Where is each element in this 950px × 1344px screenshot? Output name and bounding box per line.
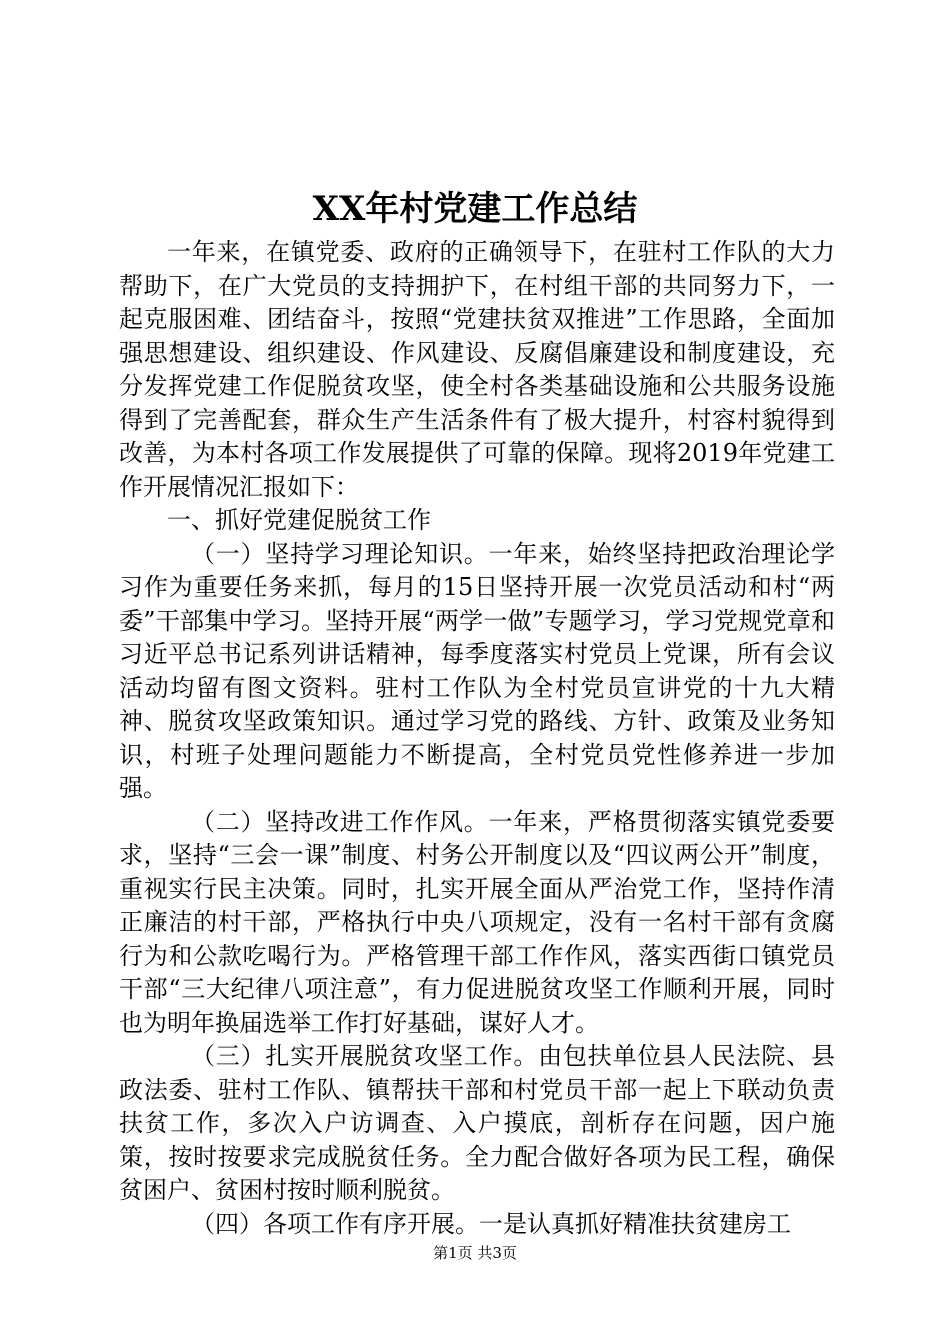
paragraph-intro: 一年来，在镇党委、政府的正确领导下，在驻村工作队的大力帮助下，在广大党员的支持拥护下，在村组干部的共同努力下，一起克服困难、团结奋斗，按照“党建扶贫双推进”工作思路，全面加强思想建设、组织建设、作风建设、反腐倡廉建设和制度建设，充分发挥党建工作促脱贫攻坚，使全村各类基础设施和公共服务设施得到了完善配套，群众生产生活条件有了极大提升，村容村貌得到改善，为本村各项工作发展提供了可靠的保障。现将2019年党建工作开展情况汇报如下： (119, 238, 835, 501)
paragraph-item-4: （四）各项工作有序开展。一是认真抓好精准扶贫建房工 (191, 1209, 791, 1238)
document-body (119, 236, 835, 1241)
paragraph-item-3: （三）扎实开展脱贫攻坚工作。由包扶单位县人民法院、县政法委、驻村工作队、镇帮扶干部和村党员干部一起上下联动负责扶贫工作，多次入户访调查、入户摸底，剖析存在问题，因户施策，按时按要求完成脱贫任务。全力配合做好各项为民工程，确保贫困户、贫困村按时顺利脱贫。 (119, 1042, 835, 1204)
paragraph-item-1: （一）坚持学习理论知识。一年来，始终坚持把政治理论学习作为重要任务来抓，每月的15日坚持开展一次党员活动和村“两委”干部集中学习。坚持开展“两学一做”专题学习，学习党规党章和习近平总书记系列讲话精神，每季度落实村党员上党课，所有会议活动均留有图文资料。驻村工作队为全村党员宣讲党的十九大精神、脱贫攻坚政策知识。通过学习党的路线、方针、政策及业务知识，村班子处理问题能力不断提高，全村党员党性修养进一步加强。 (119, 539, 835, 802)
page-number-footer: 第1页 共3页 (433, 1244, 517, 1262)
section-heading-1: 一、抓好党建促脱贫工作 (167, 506, 431, 534)
paragraph-item-2: （二）坚持改进工作作风。一年来，严格贯彻落实镇党委要求，坚持“三会一课”制度、村务公开制度以及“四议两公开”制度，重视实行民主决策。同时，扎实开展全面从严治党工作，坚持作清正廉洁的村干部，严格执行中央八项规定，没有一名村干部有贪腐行为和公款吃喝行为。严格管理干部工作作风，落实西街口镇党员干部“三大纪律八项注意”，有力促进脱贫攻坚工作顺利开展，同时也为明年换届选举工作打好基础，谋好人才。 (119, 807, 835, 1037)
document-title: XX年村党建工作总结 (312, 189, 638, 229)
